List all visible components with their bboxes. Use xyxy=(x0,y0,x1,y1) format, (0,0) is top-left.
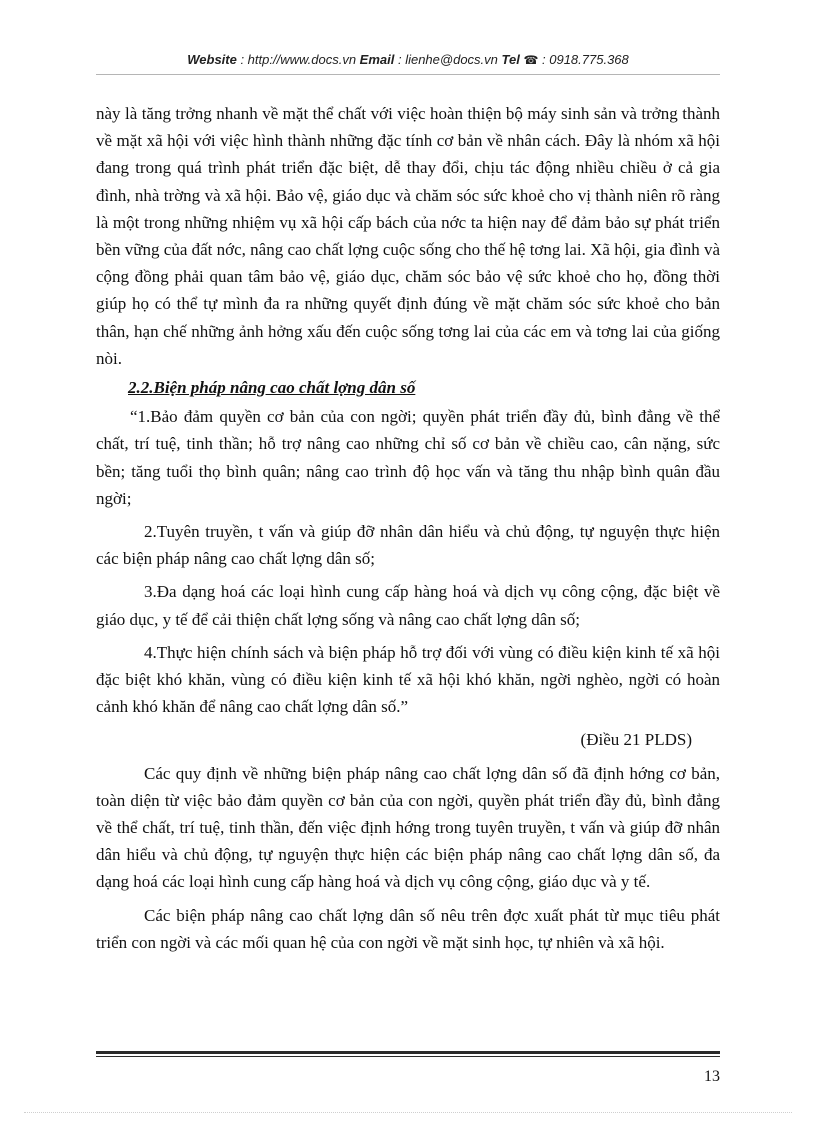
page-bottom-border xyxy=(24,1112,792,1113)
paragraph-intro: này là tăng trởng nhanh về mặt thể chất với việc hoàn thiện bộ máy sinh sản và trởng thành về mặt xã hội với việc hình thành những đặc tính cơ bản về nhân cách. Đây là nhóm xã hội đang trong quá trình phát triển đặc biệt, dễ thay đổi, chịu tác động nhiều chiều ở cả gia đình, nhà trờng và xã hội. Bảo vệ, giáo dục và chăm sóc sức khoẻ cho vị thành niên rõ ràng là một trong những nhiệm vụ xã hội cấp bách của nớc ta hiện nay để đảm bảo sự phát triển bền vững của đất nớc, nâng cao chất lợng cuộc sống cho thế hệ tơng lai. Xã hội, gia đình và cộng đồng phải quan tâm bảo vệ, giáo dục, chăm sóc bảo vệ sức khoẻ cho họ, đồng thời giúp họ có thể tự mình đa ra những quyết định đúng về mặt chăm sóc sức khoẻ cho bản thân, hạn chế những ảnh hởng xấu đến cuộc sống tơng lai của các em và tơng lai của giống nòi. xyxy=(96,104,720,368)
header-divider xyxy=(96,74,720,75)
email-address[interactable]: : lienhe@docs.vn xyxy=(394,52,502,67)
website-label: Website xyxy=(187,52,237,67)
tel-number: : 0918.775.368 xyxy=(538,52,629,67)
page-number: 13 xyxy=(704,1068,720,1085)
quote-item-1: “1.Bảo đảm quyền cơ bản của con ngời; quyền phát triển đầy đủ, bình đẳng về thể chất, trí tuệ, tinh thần; hỗ trợ nâng cao những chỉ số cơ bản về chiều cao, cân nặng, sức bền; tăng tuổi thọ bình quân; nâng cao trình độ học vấn và tăng thu nhập bình quân đầu ngời; xyxy=(96,407,720,508)
quote-item-4: 4.Thực hiện chính sách và biện pháp hỗ trợ đối với vùng có điều kiện kinh tế xã hội đặc biệt khó khăn, vùng có điều kiện kinh tế xã hội khó khăn, ngời nghèo, ngời có hoàn cảnh khó khăn để nâng cao chất lợng dân số.” xyxy=(96,642,720,717)
document-body xyxy=(96,100,720,956)
citation: (Điều 21 PLDS) xyxy=(580,730,692,750)
paragraph-origin: Các biện pháp nâng cao chất lợng dân số nêu trên đợc xuất phát từ mục tiêu phát triển con ngời và các mối quan hệ của con ngời về mặt sinh học, tự nhiên và xã hội. xyxy=(96,905,720,952)
quote-item-3: 3.Đa dạng hoá các loại hình cung cấp hàng hoá và dịch vụ công cộng, đặc biệt về giáo dục, y tế để cải thiện chất lợng sống và nâng cao chất lợng dân số; xyxy=(96,582,720,629)
quote-item-2: 2.Tuyên truyền, t vấn và giúp đỡ nhân dân hiểu và chủ động, tự nguyện thực hiện các biện pháp nâng cao chất lợng dân số; xyxy=(96,522,720,569)
section-heading: 2.2.Biện pháp nâng cao chất lợng dân số xyxy=(128,378,416,398)
phone-icon: ☎ xyxy=(523,53,539,67)
paragraph-measures: Các quy định về những biện pháp nâng cao chất lợng dân số đã định hớng cơ bản, toàn diện từ việc bảo đảm quyền cơ bản của con ngời, quyền phát triển đầy đủ, bình đẳng về thể chất, trí tuệ, tinh thần, đến việc định hớng trong tuyên truyền, t vấn và giúp đỡ nhân dân hiểu và chủ động, tự nguyện thực hiện các biện pháp nâng cao chất lợng dân số, đa dạng hoá các loại hình cung cấp hàng hoá và dịch vụ công cộng, giáo dục và y tế. xyxy=(96,763,720,892)
email-label: Email xyxy=(359,52,395,67)
page-header xyxy=(0,52,816,67)
footer-divider-thin xyxy=(96,1056,720,1057)
website-url[interactable]: : http://www.docs.vn xyxy=(236,52,360,67)
tel-label: Tel xyxy=(501,52,520,67)
footer-divider-thick xyxy=(96,1051,720,1054)
